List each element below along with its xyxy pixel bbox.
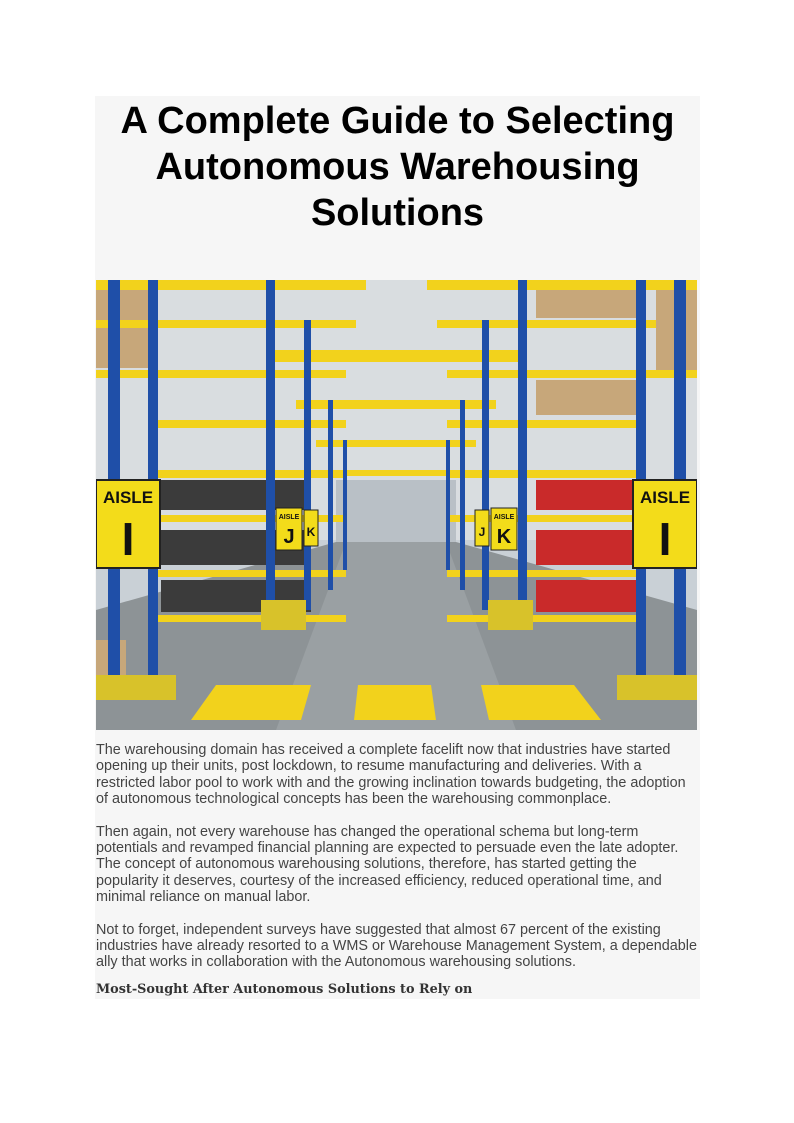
paragraph-wms-survey: Not to forget, independent surveys have suggested that almost 67 percent of the existing industries have already resorted to a WMS or Warehouse Management System, a dependable ally that works in collaboration with the Autonomous warehousing solutions. (96, 921, 697, 971)
aisle-sign-inner-right-letter2: J (478, 525, 486, 539)
aisle-sign-right-letter: I (658, 513, 672, 565)
aisle-sign-inner-right (475, 508, 517, 550)
paragraph-intro: The warehousing domain has received a complete facelift now that industries have started opening up their units, post lockdown, to resume manufacturing and deliveries. With a restricted labor pool to work with and the growing inclination towards budgeting, the adoption of autonomous technological concepts has been the warehousing commonplace. (96, 742, 686, 808)
section-subheading: Most-Sought After Autonomous Solutions to Rely on (96, 982, 473, 997)
aisle-sign-right (633, 480, 697, 568)
aisle-sign-left-letter: I (121, 513, 135, 565)
paragraph-adoption: Then again, not every warehouse has changed the operational schema but long-term potentials and revamped financial planning are expected to persuade even the late adopter. The concept of autonomous warehousing solutions, therefore, has started getting the popularity it deserves, courtesy of the increased efficiency, reduced operational time, and minimal reliance on manual labor. (96, 823, 679, 906)
aisle-sign-inner-left (276, 508, 318, 550)
warehouse-photo (96, 280, 697, 730)
aisle-sign-inner-left-word: AISLE (278, 514, 300, 521)
aisle-sign-inner-right-word: AISLE (493, 514, 515, 521)
aisle-sign-inner-right-letter: K (496, 526, 512, 548)
aisle-sign-left-word: AISLE (102, 488, 154, 507)
aisle-sign-inner-left-letter: J (283, 526, 295, 548)
document-title: A Complete Guide to Selecting Autonomous Warehousing Solutions (120, 100, 675, 234)
aisle-sign-left (96, 480, 160, 568)
article-body (96, 742, 698, 987)
aisle-sign-right-word: AISLE (639, 488, 691, 507)
aisle-sign-inner-left-letter2: K (306, 525, 316, 539)
